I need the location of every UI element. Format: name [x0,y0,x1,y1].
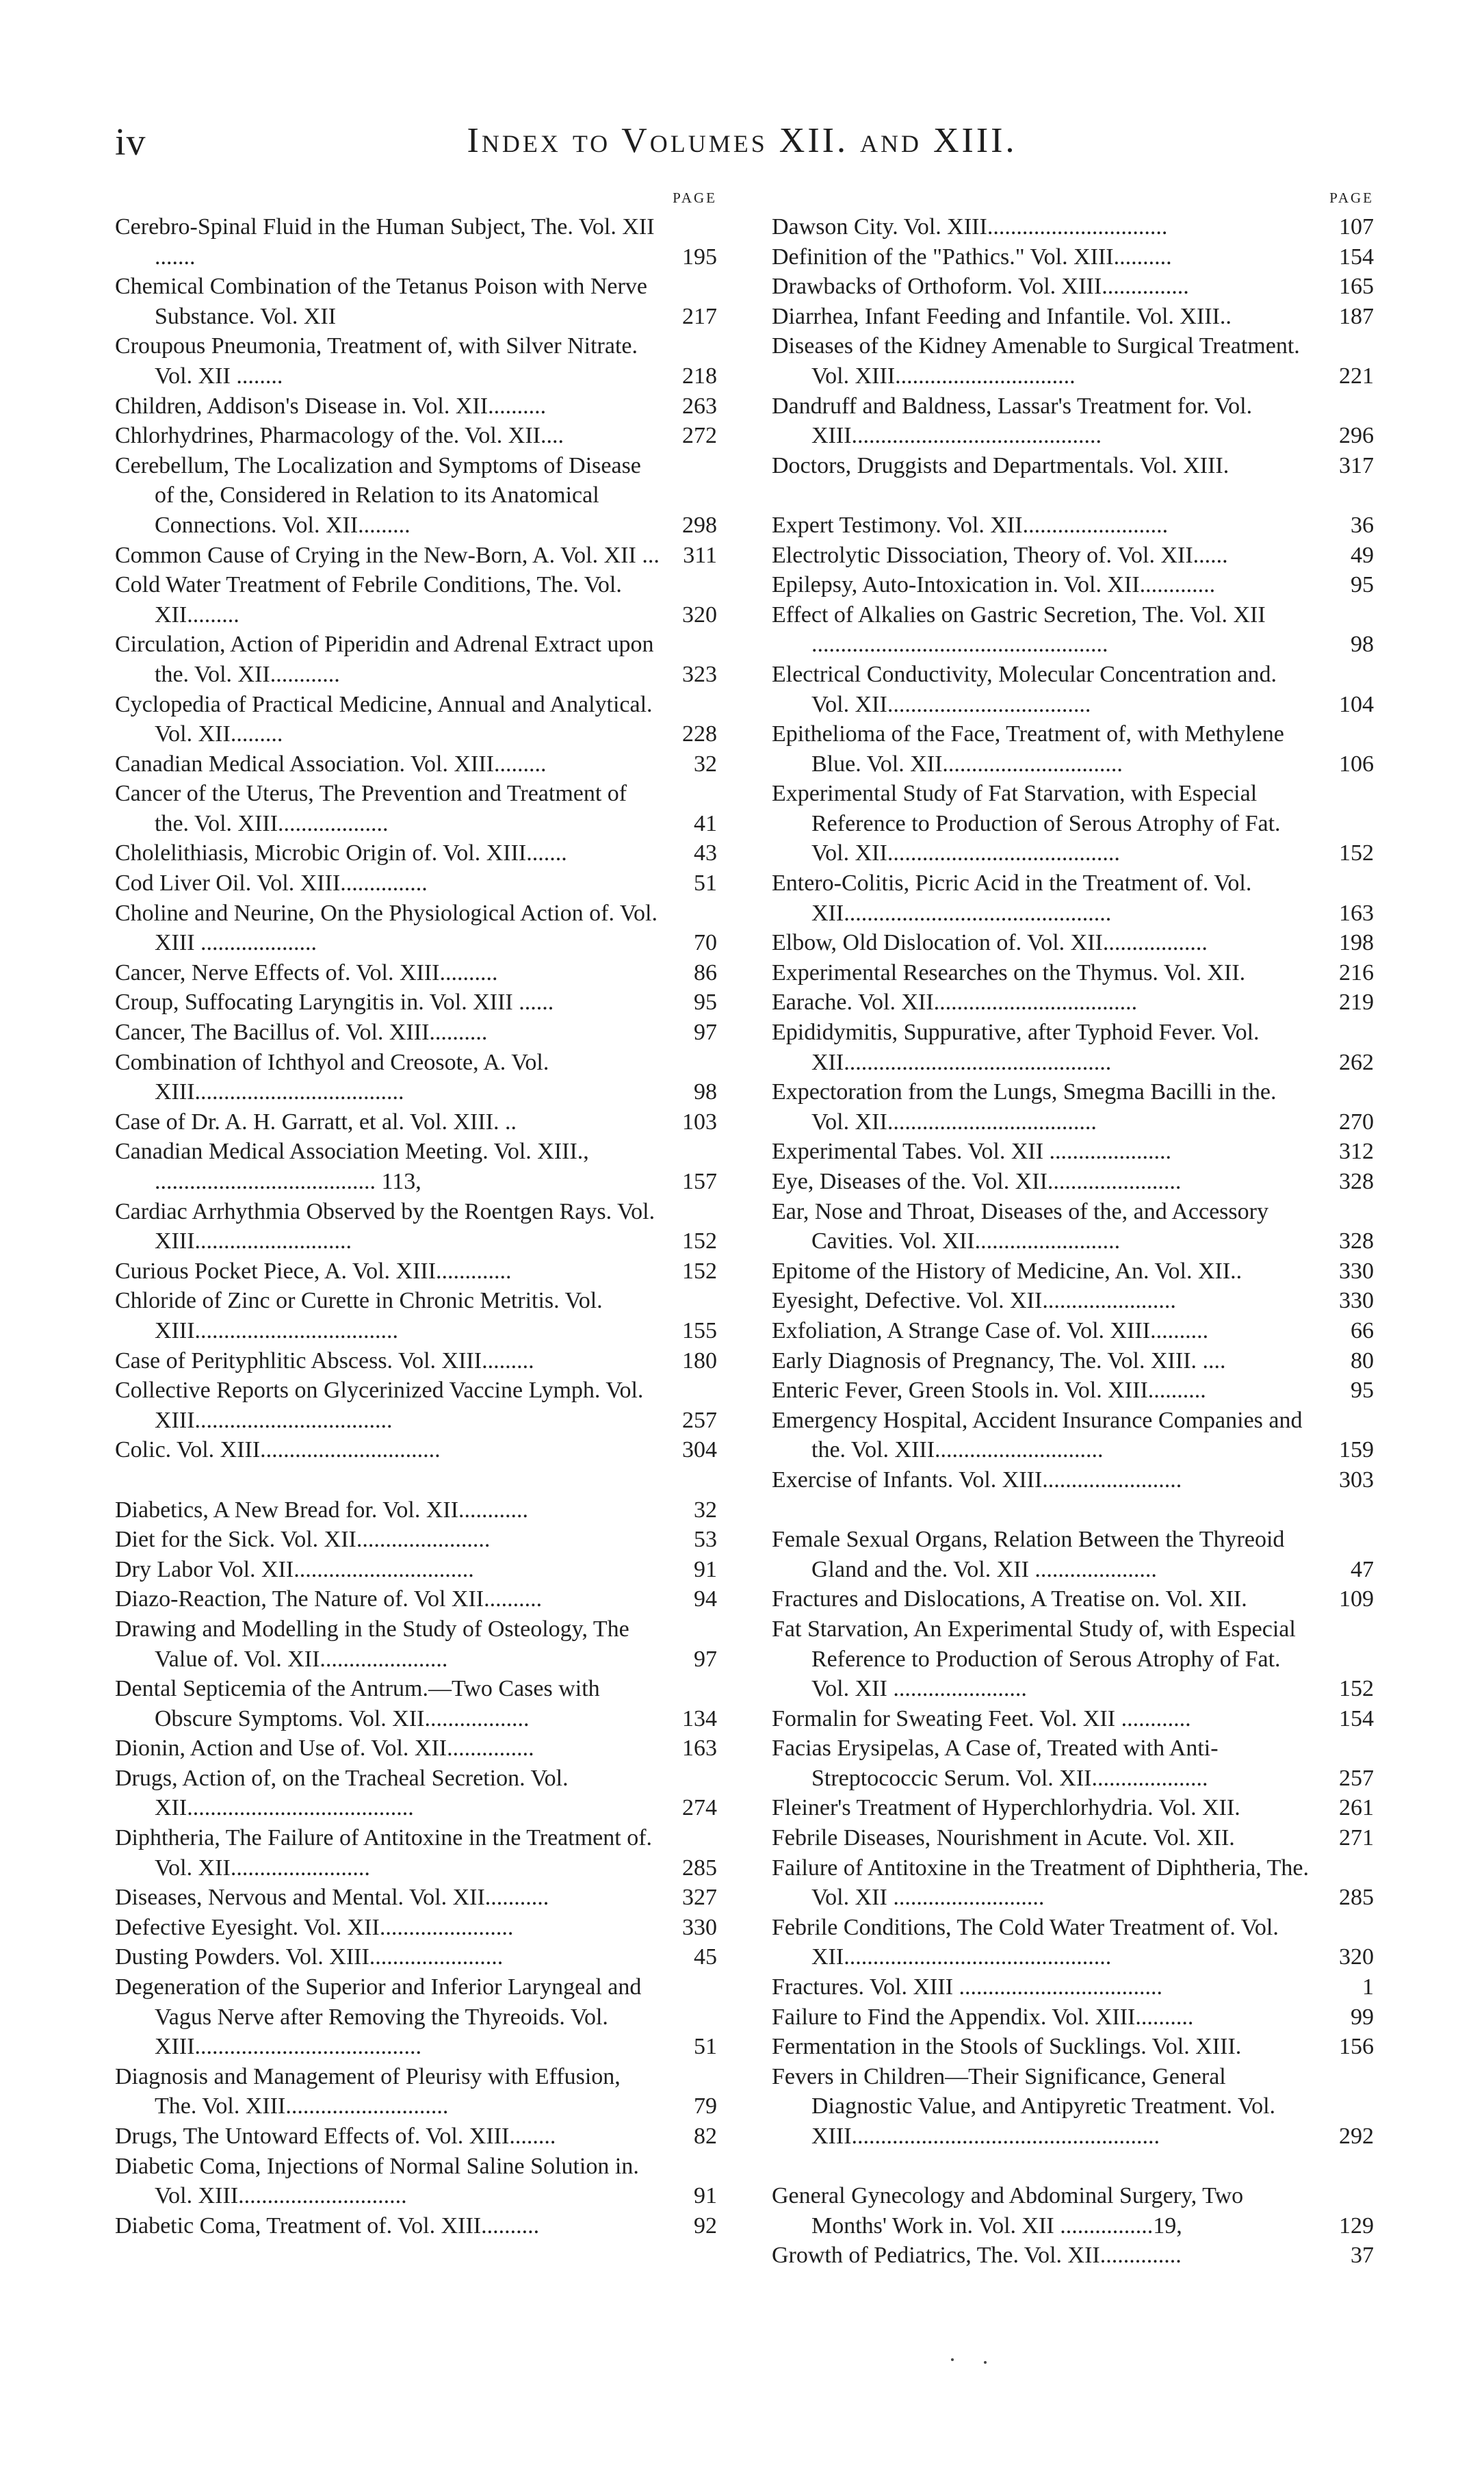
index-entry [772,1853,1374,1913]
entry-title: Collective Reports on Glycerinized Vaccine Lymph. Vol. XIII.................................. [115,1378,644,1433]
entry-title: Fevers in Children—Their Significance, General Diagnostic Value, and Antipyretic Treatment. Vol. XIII..................................................... [772,2063,1276,2149]
index-entry [115,1614,717,1674]
entry-title: Croup, Suffocating Laryngitis in. Vol. XIII ...... [115,990,554,1016]
index-entry [772,1704,1374,1734]
entry-page-number: 311 [683,542,717,568]
index-entry [772,779,1374,868]
entry-title: Cerebro-Spinal Fluid in the Human Subject, The. Vol. XII ....... [115,214,655,270]
entry-title: Cancer of the Uterus, The Prevention and Treatment of the. Vol. XIII................... [115,781,627,836]
entry-page-number: 98 [694,1079,717,1105]
entry-title: Drawing and Modelling in the Study of Osteology, The Value of. Vol. XII...................... [115,1616,629,1672]
index-entry [772,2241,1374,2271]
index-entry [115,899,717,958]
entry-title: Circulation, Action of Piperidin and Adrenal Extract upon the. Vol. XII............ [115,632,654,687]
entry-page-number: 32 [694,751,717,777]
index-entry [115,2152,717,2211]
entry-title: Dawson City. Vol. XIII............................... [772,214,1168,240]
entry-title: Cold Water Treatment of Febrile Conditions, The. Vol. XII......... [115,572,622,628]
entry-page-number: 272 [682,423,717,449]
index-entry [115,690,717,749]
index-entry [115,1555,717,1585]
index-entry [115,1048,717,1107]
entry-title: Fractures. Vol. XIII ................................... [772,1974,1163,2000]
index-entry [115,958,717,988]
index-entry [115,1346,717,1376]
entry-page-number: 53 [694,1527,717,1553]
entry-page-number: 154 [1339,244,1374,270]
entry-title: Cancer, The Bacillus of. Vol. XIII.......... [115,1020,488,1046]
entry-page-number: 328 [1339,1169,1374,1194]
index-entry [772,1137,1374,1167]
entry-page-number: 95 [694,990,717,1016]
entry-page-number: 270 [1339,1109,1374,1135]
entry-title: Case of Dr. A. H. Garratt, et al. Vol. XIII. .. [115,1109,517,1135]
entry-page-number: 296 [1339,423,1374,449]
entry-title: Exfoliation, A Strange Case of. Vol. XIII.......... [772,1317,1209,1343]
index-entry [115,1435,717,1465]
entry-title: Entero-Colitis, Picric Acid in the Treatment of. Vol. XII.............................................. [772,871,1252,926]
entry-title: Diabetics, A New Bread for. Vol. XII............ [115,1497,529,1523]
index-entry [115,1972,717,2062]
index-entry [772,511,1374,541]
entry-title: Electrolytic Dissociation, Theory of. Vol. XII...... [772,542,1228,568]
index-entry [115,749,717,779]
index-entry [772,2181,1374,2241]
left-index-column [115,183,717,2241]
entry-title: Expectoration from the Lungs, Smegma Bacilli in the. Vol. XII.................................... [772,1079,1277,1135]
entry-page-number: 163 [682,1736,717,1762]
entry-title: Febrile Diseases, Nourishment in Acute. Vol. XII. [772,1825,1235,1851]
index-entry [115,838,717,868]
entry-page-number: 95 [1351,572,1374,598]
entry-page-number: 163 [1339,900,1374,926]
index-entry [115,779,717,838]
index-entry [772,719,1374,779]
index-entry [115,1733,717,1764]
entry-page-number: 317 [1339,452,1374,478]
entry-page-number: 261 [1339,1795,1374,1821]
right-entry-list [772,212,1374,2271]
index-entry [772,1733,1374,1793]
entry-title: Experimental Researches on the Thymus. Vol. XII. [772,959,1246,985]
entry-title: Dandruff and Baldness, Lassar's Treatment for. Vol. XIII........................................... [772,393,1253,449]
entry-title: Ear, Nose and Throat, Diseases of the, and Accessory Cavities. Vol. XII......................... [772,1198,1268,1254]
entry-title: Dental Septicemia of the Antrum.—Two Cases with Obscure Symptoms. Vol. XII.................. [115,1676,600,1731]
index-entry [772,928,1374,958]
entry-page-number: 82 [694,2124,717,2149]
entry-title: Common Cause of Crying in the New-Born, A. Vol. XII ... [115,542,660,568]
entry-title: Earache. Vol. XII................................... [772,990,1138,1016]
entry-page-number: 312 [1339,1139,1374,1165]
index-entry [115,868,717,899]
index-entry [772,1525,1374,1584]
entry-title: Fermentation in the Stools of Sucklings. Vol. XIII. [772,2034,1242,2060]
index-entry [772,1913,1374,1972]
index-entry [772,242,1374,272]
entry-page-number: 104 [1339,691,1374,717]
entry-title: Diseases, Nervous and Mental. Vol. XII........... [115,1885,549,1911]
entry-page-number: 218 [682,363,717,389]
page-number: iv [115,121,146,164]
index-entry [772,1584,1374,1614]
entry-page-number: 155 [682,1317,717,1343]
entry-title: Fleiner's Treatment of Hyperchlorhydria. Vol. XII. [772,1795,1240,1821]
entry-title: Children, Addison's Disease in. Vol. XII.......... [115,393,547,419]
entry-page-number: 285 [682,1855,717,1881]
entry-page-number: 165 [1339,274,1374,300]
entry-page-number: 152 [1339,840,1374,866]
entry-page-number: 43 [694,840,717,866]
index-entry [115,1913,717,1943]
entry-title: Cyclopedia of Practical Medicine, Annual and Analytical. Vol. XII......... [115,691,653,747]
entry-title: Failure of Antitoxine in the Treatment of Diphtheria, The. Vol. XII .......................... [772,1855,1310,1911]
index-entry [115,1376,717,1435]
entry-title: Cerebellum, The Localization and Symptoms of Disease of the, Considered in Relation to its Anatomical Connections. Vol. XII......... [115,452,641,538]
index-entry [115,1764,717,1823]
section-gap [772,480,1374,511]
entry-title: Diseases of the Kidney Amenable to Surgical Treatment. Vol. XIII............................... [772,333,1300,389]
entry-title: Diabetic Coma, Treatment of. Vol. XIII.......... [115,2213,540,2239]
index-entry [115,212,717,272]
entry-page-number: 263 [682,393,717,419]
entry-page-number: 47 [1351,1556,1374,1582]
entry-page-number: 154 [1339,1705,1374,1731]
entry-title: Epithelioma of the Face, Treatment of, with Methylene Blue. Vol. XII............................... [772,721,1284,777]
entry-title: Diagnosis and Management of Pleurisy with Effusion, The. Vol. XIII............................ [115,2063,621,2119]
entry-page-number: 134 [682,1705,717,1731]
index-entry [772,1614,1374,1704]
entry-title: Cancer, Nerve Effects of. Vol. XIII.......... [115,959,498,985]
index-entry [772,570,1374,600]
entry-title: Failure to Find the Appendix. Vol. XIII.......... [772,2004,1194,2030]
entry-page-number: 70 [694,930,717,956]
entry-title: Diarrhea, Infant Feeding and Infantile. Vol. XIII.. [772,303,1232,329]
entry-title: Diphtheria, The Failure of Antitoxine in the Treatment of. Vol. XII........................ [115,1825,653,1881]
entry-title: Enteric Fever, Green Stools in. Vol. XIII.......... [772,1378,1206,1404]
entry-title: Combination of Ichthyol and Creosote, A. Vol. XIII.................................... [115,1049,549,1105]
entry-page-number: 97 [694,1020,717,1046]
index-entry [115,1823,717,1883]
entry-page-number: 198 [1339,930,1374,956]
index-entry [115,2062,717,2122]
page-column-label: PAGE [673,190,717,206]
index-entry [115,1525,717,1555]
entry-title: Fat Starvation, An Experimental Study of, with Especial Reference to Production of Serous Atrophy of Fat. Vol. XII ....................... [772,1616,1296,1702]
entry-page-number: 221 [1339,363,1374,389]
entry-title: Cardiac Arrhythmia Observed by the Roentgen Rays. Vol. XIII........................... [115,1198,655,1254]
entry-page-number: 320 [1339,1944,1374,1970]
entry-page-number: 156 [1339,2034,1374,2060]
entry-page-number: 80 [1351,1347,1374,1374]
index-entry [772,2062,1374,2152]
entry-title: Epididymitis, Suppurative, after Typhoid Fever. Vol. XII.............................................. [772,1020,1260,1075]
entry-page-number: 274 [682,1795,717,1821]
index-entry [115,1584,717,1614]
index-entry [772,1465,1374,1495]
entry-title: Experimental Study of Fat Starvation, with Especial Reference to Production of Serous Atrophy of Fat. Vol. XII........................................ [772,781,1281,866]
entry-title: Degeneration of the Superior and Inferior Laryngeal and Vagus Nerve after Removing the Thyreoids. Vol. XIII....................................... [115,1974,642,2060]
index-entry [115,391,717,422]
entry-title: Drugs, Action of, on the Tracheal Secretion. Vol. XII....................................... [115,1765,569,1821]
entry-title: Chloride of Zinc or Curette in Chronic Metritis. Vol. XIII................................... [115,1288,603,1343]
entry-title: Canadian Medical Association Meeting. Vol. XIII., ...................................... 113, [115,1139,589,1194]
entry-title: Chemical Combination of the Tetanus Poison with Nerve Substance. Vol. XII [115,274,647,329]
entry-page-number: 152 [1339,1676,1374,1702]
entry-page-number: 99 [1351,2004,1374,2030]
entry-title: Definition of the "Pathics." Vol. XIII.......... [772,244,1172,270]
section-gap [115,1465,717,1495]
index-entry [772,1346,1374,1376]
index-entry [772,1286,1374,1316]
index-entry [772,988,1374,1018]
entry-page-number: 51 [694,2034,717,2060]
entry-page-number: 45 [694,1944,717,1970]
index-entry [772,331,1374,391]
index-entry [115,630,717,689]
entry-title: Dry Labor Vol. XII............................... [115,1556,474,1582]
entry-title: Diazo-Reaction, The Nature of. Vol XII.......... [115,1586,543,1612]
index-entry [115,1197,717,1256]
entry-page-number: 98 [1351,632,1374,658]
entry-page-number: 51 [694,871,717,897]
entry-page-number: 320 [682,602,717,628]
index-entry [115,1942,717,1972]
index-entry [772,302,1374,332]
index-entry [772,272,1374,302]
page-column-label: PAGE [1329,190,1374,206]
index-entry [115,331,717,391]
index-entry [772,212,1374,242]
entry-page-number: 1 [1362,1974,1374,2000]
entry-page-number: 41 [694,810,717,836]
entry-page-number: 219 [1339,990,1374,1016]
entry-page-number: 304 [682,1437,717,1463]
entry-title: Early Diagnosis of Pregnancy, The. Vol. XIII. .... [772,1347,1226,1374]
entry-page-number: 107 [1339,214,1374,240]
entry-title: Colic. Vol. XIII............................... [115,1437,441,1463]
index-entry [772,1316,1374,1346]
section-gap [772,2152,1374,2182]
index-entry [772,541,1374,571]
entry-title: Chlorhydrines, Pharmacology of the. Vol. XII.... [115,423,564,449]
index-entry [115,2122,717,2152]
entry-title: Exercise of Infants. Vol. XIII........................ [772,1467,1182,1493]
entry-title: Choline and Neurine, On the Physiological Action of. Vol. XIII .................... [115,900,658,956]
entry-page-number: 330 [1339,1258,1374,1284]
entry-page-number: 103 [682,1109,717,1135]
entry-page-number: 79 [694,2093,717,2119]
entry-page-number: 262 [1339,1049,1374,1075]
entry-title: Cod Liver Oil. Vol. XIII............... [115,871,428,897]
index-entry [115,1883,717,1913]
entry-page-number: 298 [682,512,717,538]
index-entry [772,1793,1374,1823]
entry-page-number: 285 [1339,1885,1374,1911]
entry-page-number: 328 [1339,1228,1374,1254]
index-entry [115,1256,717,1287]
entry-title: Case of Perityphlitic Abscess. Vol. XIII......... [115,1347,534,1374]
index-entry [772,1406,1374,1465]
entry-page-number: 66 [1351,1317,1374,1343]
entry-title: Defective Eyesight. Vol. XII....................... [115,1914,514,1940]
entry-title: Electrical Conductivity, Molecular Concentration and. Vol. XII................................... [772,661,1277,717]
entry-title: Epilepsy, Auto-Intoxication in. Vol. XII............. [772,572,1216,598]
entry-page-number: 271 [1339,1825,1374,1851]
index-entry [772,1077,1374,1137]
index-entry [772,1197,1374,1256]
entry-title: Growth of Pediatrics, The. Vol. XII.............. [772,2243,1182,2269]
entry-page-number: 257 [682,1407,717,1433]
entry-page-number: 180 [682,1347,717,1374]
index-entry [115,272,717,331]
index-entry [115,451,717,541]
print-marks [944,2354,999,2368]
entry-page-number: 152 [682,1258,717,1284]
entry-page-number: 109 [1339,1586,1374,1612]
entry-title: Experimental Tabes. Vol. XII ..................... [772,1139,1172,1165]
entry-page-number: 36 [1351,512,1374,538]
entry-title: Effect of Alkalies on Gastric Secretion, The. Vol. XII ................................................... [772,602,1266,658]
entry-page-number: 330 [1339,1288,1374,1314]
entry-title: General Gynecology and Abdominal Surgery, Two Months' Work in. Vol. XII ................19, [772,2183,1244,2239]
entry-title: Eye, Diseases of the. Vol. XII....................... [772,1169,1182,1194]
index-entry [772,868,1374,928]
index-entry [115,1674,717,1733]
entry-title: Curious Pocket Piece, A. Vol. XIII............. [115,1258,512,1284]
entry-title: Elbow, Old Dislocation of. Vol. XII.................. [772,930,1208,956]
entry-page-number: 159 [1339,1437,1374,1463]
entry-page-number: 257 [1339,1765,1374,1791]
entry-page-number: 187 [1339,303,1374,329]
index-entry [772,1018,1374,1077]
index-entry [115,1137,717,1196]
entry-page-number: 92 [694,2213,717,2239]
index-entry [772,1972,1374,2002]
entry-page-number: 91 [694,1556,717,1582]
entry-title: Dusting Powders. Vol. XIII....................... [115,1944,504,1970]
index-entry [772,1256,1374,1287]
running-title: Index to Volumes XII. and XIII. [467,121,1017,160]
entry-page-number: 49 [1351,542,1374,568]
entry-page-number: 217 [682,303,717,329]
entry-title: Diabetic Coma, Injections of Normal Saline Solution in. Vol. XIII............................. [115,2153,639,2209]
entry-title: Epitome of the History of Medicine, An. Vol. XII.. [772,1258,1242,1284]
entry-page-number: 228 [682,721,717,747]
section-gap [772,1495,1374,1525]
index-entry [115,1286,717,1345]
entry-page-number: 330 [682,1914,717,1940]
entry-title: Febrile Conditions, The Cold Water Treatment of. Vol. XII.............................................. [772,1914,1279,1970]
index-entry [772,600,1374,660]
entry-page-number: 195 [682,244,717,270]
entry-page-number: 323 [682,661,717,687]
entry-page-number: 97 [694,1646,717,1672]
index-entry [115,421,717,451]
entry-title: Female Sexual Organs, Relation Between the Thyreoid Gland and the. Vol. XII ..................... [772,1527,1285,1582]
index-entry [115,2211,717,2241]
entry-page-number: 152 [682,1228,717,1254]
entry-title: Dionin, Action and Use of. Vol. XII............... [115,1736,534,1762]
entry-page-number: 292 [1339,2124,1374,2149]
entry-page-number: 86 [694,959,717,985]
entry-page-number: 94 [694,1586,717,1612]
index-entry [772,958,1374,988]
entry-title: Fractures and Dislocations, A Treatise on. Vol. XII. [772,1586,1247,1612]
entry-title: Formalin for Sweating Feet. Vol. XII ............ [772,1705,1191,1731]
index-entry [115,570,717,630]
index-entry [115,1107,717,1137]
entry-title: Drawbacks of Orthoform. Vol. XIII............... [772,274,1189,300]
entry-title: Canadian Medical Association. Vol. XIII......... [115,751,547,777]
entry-title: Eyesight, Defective. Vol. XII....................... [772,1288,1176,1314]
entry-page-number: 32 [694,1497,717,1523]
index-entry [772,2032,1374,2062]
right-index-column [772,183,1374,2271]
index-entry [772,660,1374,719]
entry-title: Croupous Pneumonia, Treatment of, with Silver Nitrate. Vol. XII ........ [115,333,638,389]
entry-page-number: 106 [1339,751,1374,777]
entry-title: Expert Testimony. Vol. XII......................... [772,512,1169,538]
entry-title: Cholelithiasis, Microbic Origin of. Vol. XIII....... [115,840,567,866]
entry-page-number: 303 [1339,1467,1374,1493]
entry-title: Doctors, Druggists and Departmentals. Vol. XIII. [772,452,1229,478]
entry-title: Facias Erysipelas, A Case of, Treated with Anti-Streptococcic Serum. Vol. XII.................... [772,1736,1219,1791]
entry-page-number: 95 [1351,1378,1374,1404]
index-entry [115,988,717,1018]
index-entry [115,541,717,571]
index-entry [772,1167,1374,1197]
index-entry [772,1823,1374,1853]
index-entry [772,391,1374,451]
entry-title: Drugs, The Untoward Effects of. Vol. XIII........ [115,2124,556,2149]
index-entry [772,1376,1374,1406]
entry-page-number: 157 [682,1169,717,1194]
index-entry [115,1495,717,1525]
entry-page-number: 91 [694,2183,717,2209]
entry-page-number: 129 [1339,2213,1374,2239]
index-entry [115,1018,717,1048]
entry-page-number: 327 [682,1885,717,1911]
entry-page-number: 37 [1351,2243,1374,2269]
entry-page-number: 216 [1339,959,1374,985]
index-entry [772,2002,1374,2033]
left-entry-list [115,212,717,2241]
index-entry [772,451,1374,481]
entry-title: Emergency Hospital, Accident Insurance Companies and the. Vol. XIII............................. [772,1407,1303,1463]
entry-title: Diet for the Sick. Vol. XII....................... [115,1527,491,1553]
